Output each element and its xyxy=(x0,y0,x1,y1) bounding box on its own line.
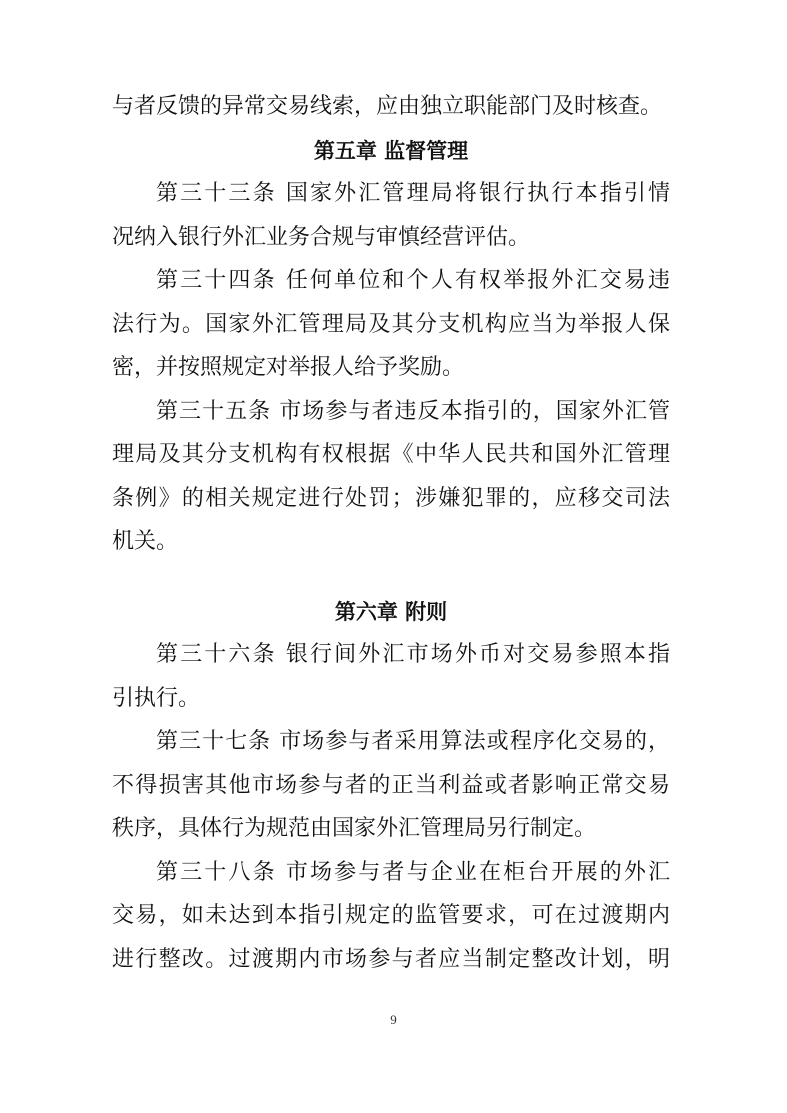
article-paragraph xyxy=(112,642,670,712)
article-paragraph xyxy=(112,399,670,556)
text-line: 第三十三条 国家外汇管理局将银行执行本指引情 xyxy=(156,181,670,206)
text-line: 进行整改。过渡期内市场参与者应当制定整改计划，明 xyxy=(112,946,670,972)
text-line: 第三十七条 市场参与者采用算法或程序化交易的， xyxy=(156,729,670,754)
article-paragraph xyxy=(112,94,670,120)
text-line: 交易，如未达到本指引规定的监管要求，可在过渡期内 xyxy=(112,903,670,928)
article-paragraph xyxy=(112,181,670,251)
text-line: 条例》的相关规定进行处罚；涉嫌犯罪的，应移交司法 xyxy=(112,485,670,511)
text-line: 秩序，具体行为规范由国家外汇管理局另行制定。 xyxy=(112,816,597,841)
document-body xyxy=(112,94,670,990)
text-line: 不得损害其他市场参与者的正当利益或者影响正常交易 xyxy=(112,772,670,798)
text-line: 第三十八条 市场参与者与企业在柜台开展的外汇 xyxy=(156,859,670,885)
text-line: 与者反馈的异常交易线索，应由独立职能部门及时核查。 xyxy=(112,94,663,119)
text-line: 第三十四条 任何单位和个人有权举报外汇交易违 xyxy=(156,268,670,293)
page-number: 9 xyxy=(390,1012,397,1027)
article-paragraph xyxy=(112,860,670,973)
text-line: 第三十六条 银行间外汇市场外币对交易参照本指 xyxy=(156,642,670,667)
article-paragraph xyxy=(112,268,670,381)
text-line: 法行为。国家外汇管理局及其分支机构应当为举报人保 xyxy=(112,311,670,337)
text-line: 引执行。 xyxy=(112,685,201,711)
chapter-heading: 第五章 监督管理 xyxy=(313,138,469,163)
text-line: 机关。 xyxy=(112,529,179,554)
text-line: 密，并按照规定对举报人给予奖励。 xyxy=(112,355,465,380)
text-line: 第三十五条 市场参与者违反本指引的，国家外汇管 xyxy=(156,398,670,424)
text-line: 况纳入银行外汇业务合规与审慎经营评估。 xyxy=(112,224,531,250)
article-paragraph xyxy=(112,729,670,842)
chapter-heading: 第六章 附则 xyxy=(334,599,448,624)
text-line: 理局及其分支机构有权根据《中华人民共和国外汇管理 xyxy=(112,442,670,467)
